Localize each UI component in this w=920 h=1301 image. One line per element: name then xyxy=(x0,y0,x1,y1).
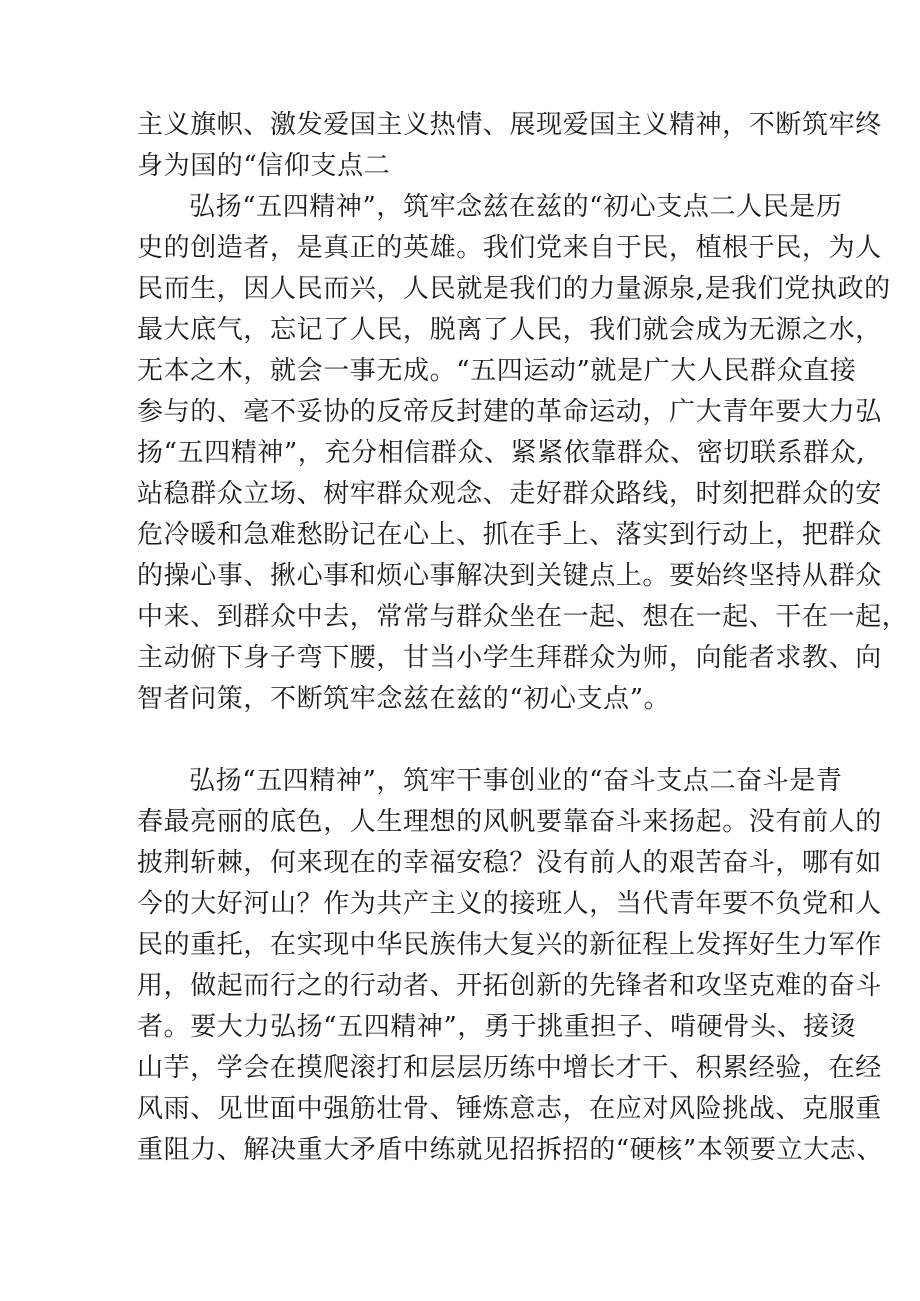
paragraph-line: 中来、到群众中去，常常与群众坐在一起、想在一起、干在一起， xyxy=(137,602,909,632)
paragraph-line: 最大底气，忘记了人民，脱离了人民，我们就会成为无源之水， xyxy=(137,315,882,345)
paragraph-line: 无本之木，就会一事无成。“五四运动”就是广大人民群众直接 xyxy=(137,356,857,386)
paragraph-line: 民而生，因人民而兴，人民就是我们的力量源泉,是我们党执政的 xyxy=(137,274,891,304)
paragraph-1 xyxy=(137,105,882,187)
paragraph-line: 智者问策，不断筑牢念兹在兹的“初心支点”。 xyxy=(137,684,671,714)
paragraph-line: 的操心事、揪心事和烦心事解决到关键点上。要始终坚持从群众 xyxy=(137,561,882,591)
paragraph-line: 披荆斩棘，何来现在的幸福安稳？没有前人的艰苦奋斗，哪有如 xyxy=(137,848,882,878)
paragraph-line: 民的重托，在实现中华民族伟大复兴的新征程上发挥好生力军作 xyxy=(137,930,882,960)
paragraph-line: 史的创造者，是真正的英雄。我们党来自于民，植根于民，为人 xyxy=(137,233,882,263)
paragraph-line: 风雨、见世面中强筋壮骨、锤炼意志，在应对风险挑战、克服重 xyxy=(137,1094,882,1124)
paragraph-line: 身为国的“信仰支点二 xyxy=(137,151,391,181)
paragraph-line: 扬“五四精神”，充分相信群众、紧紧依靠群众、密切联系群众, xyxy=(137,438,866,468)
paragraph-line: 主动俯下身子弯下腰，甘当小学生拜群众为师，向能者求教、向 xyxy=(137,643,882,673)
paragraph-line: 危冷暖和急难愁盼记在心上、抓在手上、落实到行动上，把群众 xyxy=(137,520,882,550)
paragraph-3 xyxy=(137,761,883,1171)
paragraph-line: 主义旗帜、激发爱国主义热情、展现爱国主义精神，不断筑牢终 xyxy=(137,110,882,140)
paragraph-line: 弘扬“五四精神”，筑牢干事创业的“奋斗支点二奋斗是青 xyxy=(189,766,843,796)
paragraph-line: 春最亮丽的底色，人生理想的风帆要靠奋斗来扬起。没有前人的 xyxy=(137,807,882,837)
paragraph-line: 参与的、毫不妥协的反帝反封建的革命运动，广大青年要大力弘 xyxy=(137,397,882,427)
paragraph-2 xyxy=(137,187,909,720)
paragraph-line: 重阻力、解决重大矛盾中练就见招拆招的“硬核”本领要立大志、 xyxy=(137,1135,883,1165)
paragraph-line: 山芋，学会在摸爬滚打和层层历练中增长才干、积累经验，在经 xyxy=(137,1053,882,1083)
paragraph-line: 今的大好河山？作为共产主义的接班人，当代青年要不负党和人 xyxy=(137,889,882,919)
paragraph-line: 站稳群众立场、树牢群众观念、走好群众路线，时刻把群众的安 xyxy=(137,479,882,509)
paragraph-line: 用，做起而行之的行动者、开拓创新的先锋者和攻坚克难的奋斗 xyxy=(137,971,882,1001)
paragraph-line: 者。要大力弘扬“五四精神”，勇于挑重担子、啃硬骨头、接烫 xyxy=(137,1012,857,1042)
paragraph-line: 弘扬“五四精神”，筑牢念兹在兹的“初心支点二人民是历 xyxy=(189,192,843,222)
